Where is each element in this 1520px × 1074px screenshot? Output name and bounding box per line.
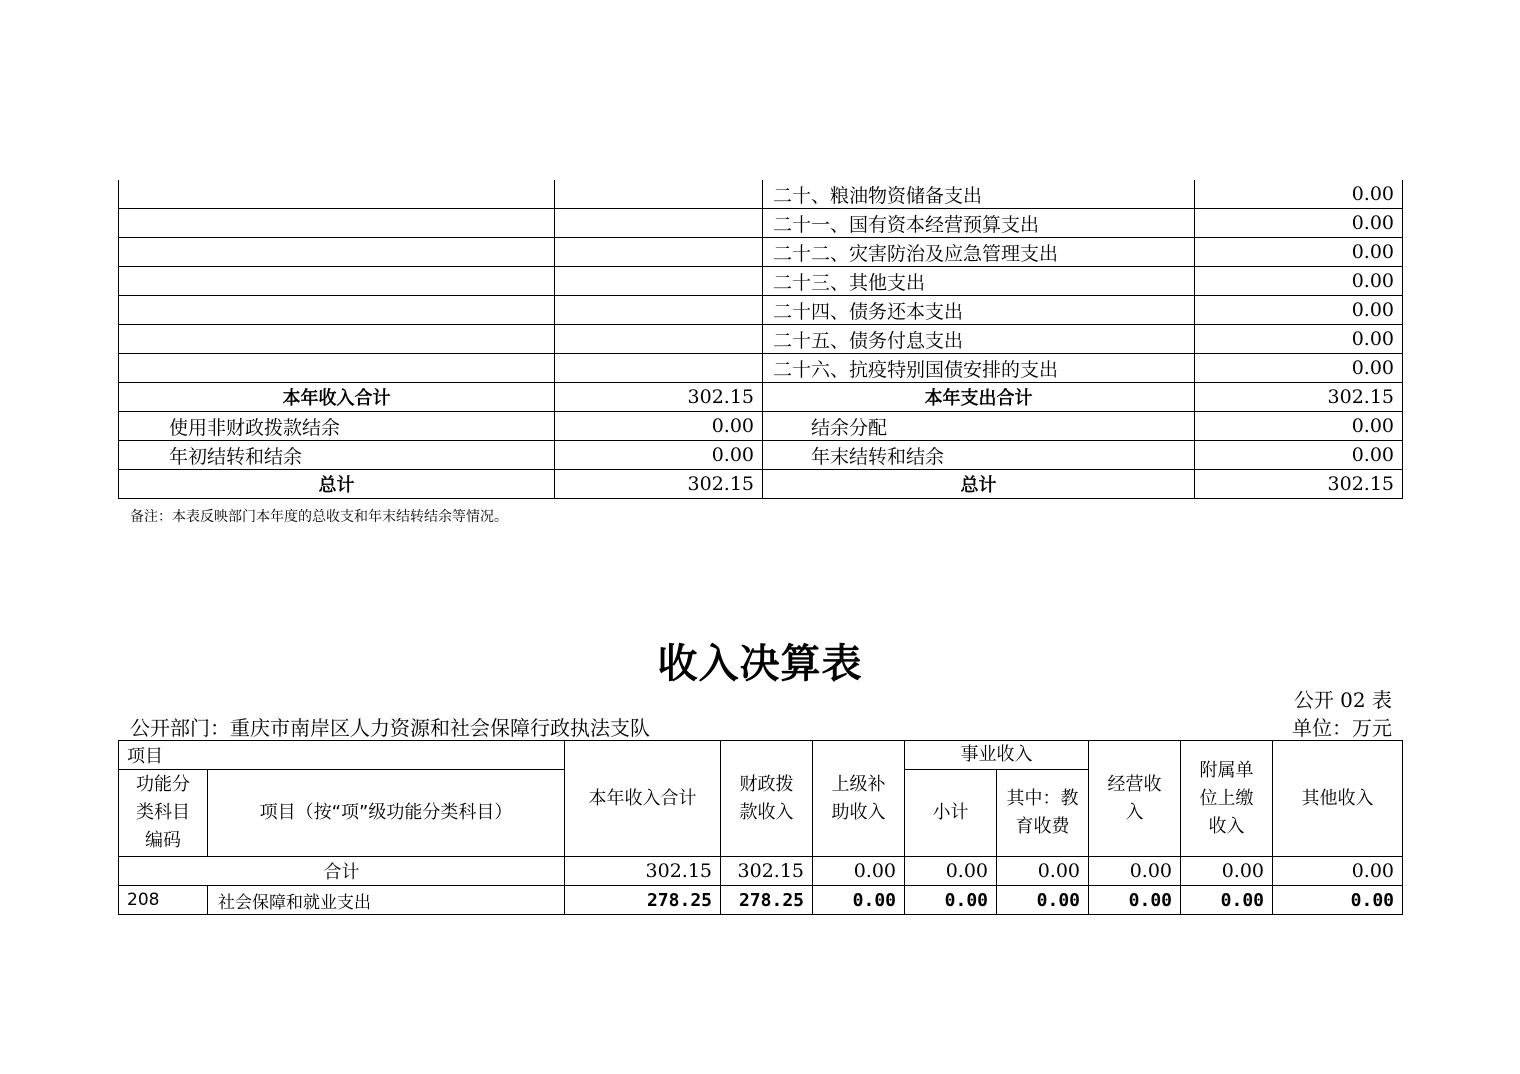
surplus-dist-value: 0.00 — [1195, 412, 1403, 441]
begin-balance-label: 年初结转和结余 — [119, 441, 555, 470]
total-value: 0.00 — [997, 857, 1089, 886]
row-value: 0.00 — [1181, 886, 1273, 915]
header-fiscal: 财政拨款收入 — [721, 741, 813, 857]
income-total-value: 302.15 — [555, 383, 763, 412]
table-row — [119, 886, 1403, 915]
header-education: 其中：教育收费 — [997, 770, 1089, 857]
summary-table — [118, 180, 1403, 499]
row-value: 278.25 — [565, 886, 721, 915]
header-superior: 上级补助收入 — [813, 741, 905, 857]
annual-total-row — [119, 383, 1403, 412]
grand-left-value: 302.15 — [555, 470, 763, 499]
total-value: 0.00 — [1089, 857, 1181, 886]
table-row — [119, 441, 1403, 470]
non-fiscal-value: 0.00 — [555, 412, 763, 441]
expense-label: 二十五、债务付息支出 — [763, 325, 1195, 354]
expense-label: 二十三、其他支出 — [763, 267, 1195, 296]
table-row — [119, 412, 1403, 441]
header-business: 事业收入 — [905, 741, 1089, 770]
expense-label: 二十四、债务还本支出 — [763, 296, 1195, 325]
table-row — [119, 209, 1403, 238]
expense-label: 二十一、国有资本经营预算支出 — [763, 209, 1195, 238]
header-subtotal: 小计 — [905, 770, 997, 857]
row-value: 0.00 — [905, 886, 997, 915]
grand-left-label: 总计 — [119, 470, 555, 499]
end-balance-value: 0.00 — [1195, 441, 1403, 470]
header-project-name: 项目（按“项”级功能分类科目） — [208, 770, 565, 857]
table-row — [119, 267, 1403, 296]
non-fiscal-label: 使用非财政拨款结余 — [119, 412, 555, 441]
total-value: 0.00 — [905, 857, 997, 886]
row-value: 0.00 — [1089, 886, 1181, 915]
expense-value: 0.00 — [1195, 267, 1403, 296]
total-value: 0.00 — [813, 857, 905, 886]
expense-label: 二十、粮油物资储备支出 — [763, 180, 1195, 209]
expense-label: 二十六、抗疫特别国债安排的支出 — [763, 354, 1195, 383]
department-label: 公开部门：重庆市南岸区人力资源和社会保障行政执法支队 — [130, 716, 650, 740]
total-value: 302.15 — [565, 857, 721, 886]
expense-value: 0.00 — [1195, 296, 1403, 325]
header-operating: 经营收入 — [1089, 741, 1181, 857]
grand-total-row — [119, 470, 1403, 499]
table-row — [119, 354, 1403, 383]
expense-value: 0.00 — [1195, 238, 1403, 267]
table-note: 备注：本表反映部门本年度的总收支和年末结转结余等情况。 — [130, 509, 508, 525]
row-value: 278.25 — [721, 886, 813, 915]
surplus-dist-label: 结余分配 — [763, 412, 1195, 441]
expense-value: 0.00 — [1195, 209, 1403, 238]
page-title: 收入决算表 — [657, 640, 863, 687]
header-func-code: 功能分类科目编码 — [119, 770, 208, 857]
table-row — [119, 180, 1403, 209]
table-row — [119, 238, 1403, 267]
header-project: 项目 — [119, 741, 565, 770]
header-total: 本年收入合计 — [565, 741, 721, 857]
expense-total-label: 本年支出合计 — [763, 383, 1195, 412]
header-row — [119, 741, 1403, 770]
expense-value: 0.00 — [1195, 354, 1403, 383]
total-value: 302.15 — [721, 857, 813, 886]
table-row — [119, 296, 1403, 325]
income-total-label: 本年收入合计 — [119, 383, 555, 412]
expense-value: 0.00 — [1195, 325, 1403, 354]
project-name: 社会保障和就业支出 — [208, 886, 565, 915]
func-code: 208 — [119, 886, 208, 915]
total-value: 0.00 — [1181, 857, 1273, 886]
end-balance-label: 年末结转和结余 — [763, 441, 1195, 470]
unit-label: 单位：万元 — [1292, 716, 1392, 740]
table-row — [119, 325, 1403, 354]
total-value: 0.00 — [1273, 857, 1403, 886]
form-number: 公开 02 表 — [1293, 688, 1392, 712]
expense-label: 二十二、灾害防治及应急管理支出 — [763, 238, 1195, 267]
expense-value: 0.00 — [1195, 180, 1403, 209]
total-row — [119, 857, 1403, 886]
row-value: 0.00 — [813, 886, 905, 915]
expense-total-value: 302.15 — [1195, 383, 1403, 412]
income-table — [118, 740, 1403, 915]
row-value: 0.00 — [1273, 886, 1403, 915]
total-label: 合计 — [119, 857, 565, 886]
row-value: 0.00 — [997, 886, 1089, 915]
begin-balance-value: 0.00 — [555, 441, 763, 470]
grand-right-label: 总计 — [763, 470, 1195, 499]
header-other: 其他收入 — [1273, 741, 1403, 857]
header-affiliated: 附属单位上缴收入 — [1181, 741, 1273, 857]
grand-right-value: 302.15 — [1195, 470, 1403, 499]
